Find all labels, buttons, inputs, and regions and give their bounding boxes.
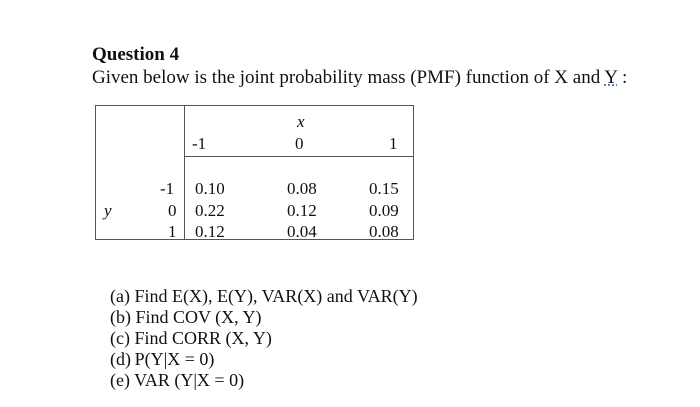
pmf-cell: 0.08 <box>369 222 399 241</box>
intro-suffix: : <box>617 67 628 88</box>
pmf-cell: 0.15 <box>369 179 399 198</box>
pmf-cell: 0.09 <box>369 201 399 220</box>
question-title: Question 4 <box>92 44 180 65</box>
intro-y-link: Y <box>604 67 618 88</box>
part-c: (c) Find CORR (X, Y) <box>110 328 272 348</box>
y-variable-label: y <box>104 201 112 220</box>
pmf-table <box>95 105 414 240</box>
x-value: 1 <box>389 134 398 153</box>
pmf-cell: 0.04 <box>287 222 317 241</box>
part-b: (b) Find COV (X, Y) <box>110 307 262 327</box>
part-e: (e) VAR (Y|X = 0) <box>110 370 245 390</box>
table-vertical-divider <box>184 106 185 239</box>
x-value: 0 <box>295 134 304 153</box>
pmf-cell: 0.10 <box>195 179 225 198</box>
x-variable-label: x <box>297 112 305 131</box>
part-d: (d) P(Y|X = 0) <box>110 349 215 369</box>
pmf-cell: 0.08 <box>287 179 317 198</box>
part-a: (a) Find E(X), E(Y), VAR(X) and VAR(Y) <box>110 286 418 306</box>
table-horizontal-divider <box>184 156 413 157</box>
pmf-cell: 0.22 <box>195 201 225 220</box>
pmf-cell: 0.12 <box>195 222 225 241</box>
y-value: 0 <box>168 201 177 220</box>
intro-text: Given below is the joint probability mass (PMF) function of X and <box>92 67 605 88</box>
y-value: -1 <box>160 179 175 198</box>
x-value: -1 <box>192 134 207 153</box>
y-value: 1 <box>168 222 177 241</box>
pmf-cell: 0.12 <box>287 201 317 220</box>
question-parts <box>110 286 418 391</box>
question-intro <box>92 67 627 89</box>
